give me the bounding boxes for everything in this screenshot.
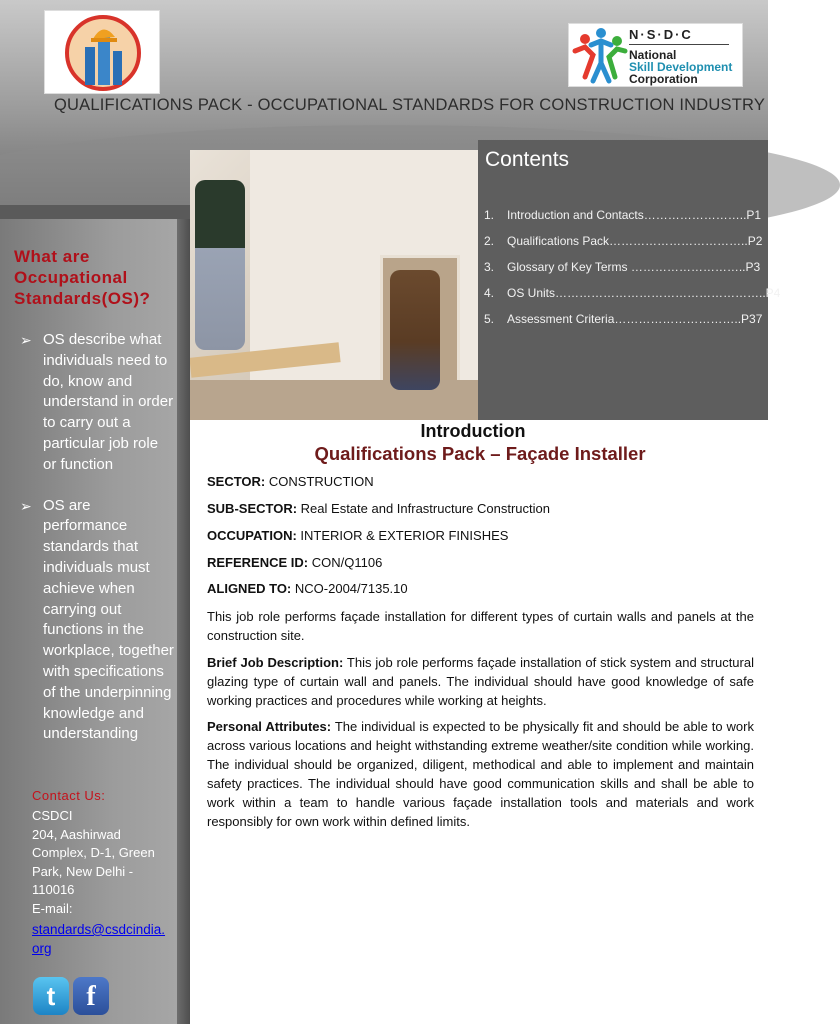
field-occupation: OCCUPATION: INTERIOR & EXTERIOR FINISHES: [207, 528, 509, 543]
personal-attributes-paragraph: Personal Attributes: The individual is expected to be physically fit and should be able to work across various locations and height withstanding extreme weather/site condition while working. The individual should be organized, diligent, methodical and able to implement and maintain safety practices. The individual should have good communication skills and shall be able to work within a team to handle various façade installation tools and materials and work responsibly for own work within defined limits.: [207, 719, 754, 829]
nsdc-line1: National: [629, 48, 677, 62]
sidebar-tab: [0, 205, 190, 219]
toc-item[interactable]: 3. Glossary of Key Terms ………………………..P3: [484, 260, 761, 274]
contact-label: Contact Us:: [32, 788, 106, 803]
qualifications-pack-title: Qualifications Pack – Façade Installer: [314, 443, 646, 464]
page-header-title: QUALIFICATIONS PACK - OCCUPATIONAL STANDARDS FOR CONSTRUCTION INDUSTRY: [54, 96, 766, 114]
os-heading: What are Occupational Standards(OS)?: [14, 247, 151, 308]
workers-photo: [190, 150, 482, 420]
field-aligned-to: ALIGNED TO: NCO-2004/7135.10: [207, 581, 408, 596]
contents-title: Contents: [485, 148, 570, 171]
toc-item[interactable]: 1. Introduction and Contacts……………………..P1: [484, 208, 762, 222]
contact-email-link[interactable]: standards@csdcindia.org: [32, 922, 166, 956]
list-item: ➢ OS describe what individuals need to do, know and understand in order to carry out a particular job role or function: [20, 331, 174, 473]
twitter-icon[interactable]: t: [33, 977, 69, 1015]
os-bullet-list: [20, 330, 174, 765]
nsdc-abbr: N·S·D·C: [629, 27, 693, 42]
sidebar-edge: [177, 219, 190, 1024]
field-sector: SECTOR: CONSTRUCTION: [207, 474, 374, 489]
field-reference-id: REFERENCE ID: CON/Q1106: [207, 555, 383, 570]
csdc-logo: [44, 10, 160, 94]
arrow-bullet-icon: ➢: [20, 497, 32, 514]
brief-description-paragraph: Brief Job Description: This job role performs façade installation of stick system and structural glazing type of curtain wall and panels. The individual should have good knowledge of safe working practices and procedures while working at heights.: [207, 655, 754, 708]
facebook-icon[interactable]: f: [73, 977, 109, 1015]
contents-panel: [478, 140, 781, 420]
toc-list: [484, 208, 781, 338]
summary-paragraph: This job role performs façade installation for different types of curtain walls and panels at the construction site.: [207, 609, 754, 643]
toc-item[interactable]: 4. OS Units……………………………………………..P4: [484, 286, 781, 300]
toc-item[interactable]: 2. Qualifications Pack……………………………..P2: [484, 234, 763, 248]
csdc-logo-icon: [45, 11, 161, 95]
contact-address: CSDCI 204, Aashirwad Complex, D-1, Green Park, New Delhi - 110016 E-mail:: [32, 808, 155, 916]
arrow-bullet-icon: ➢: [20, 332, 32, 348]
introduction-title: Introduction: [420, 421, 526, 441]
list-item: ➢ OS are performance standards that individuals must achieve when carrying out functions in the workplace, together with specifications of the underpinning knowledge and understanding: [20, 496, 174, 743]
field-sub-sector: SUB-SECTOR: Real Estate and Infrastructure Construction: [207, 501, 550, 516]
toc-item[interactable]: 5. Assessment Criteria…………………………..P37: [484, 312, 763, 326]
nsdc-line3: Corporation: [629, 72, 698, 86]
nsdc-line2: Skill Development: [629, 60, 733, 74]
nsdc-people-icon: [571, 25, 629, 87]
nsdc-logo: [568, 23, 743, 87]
